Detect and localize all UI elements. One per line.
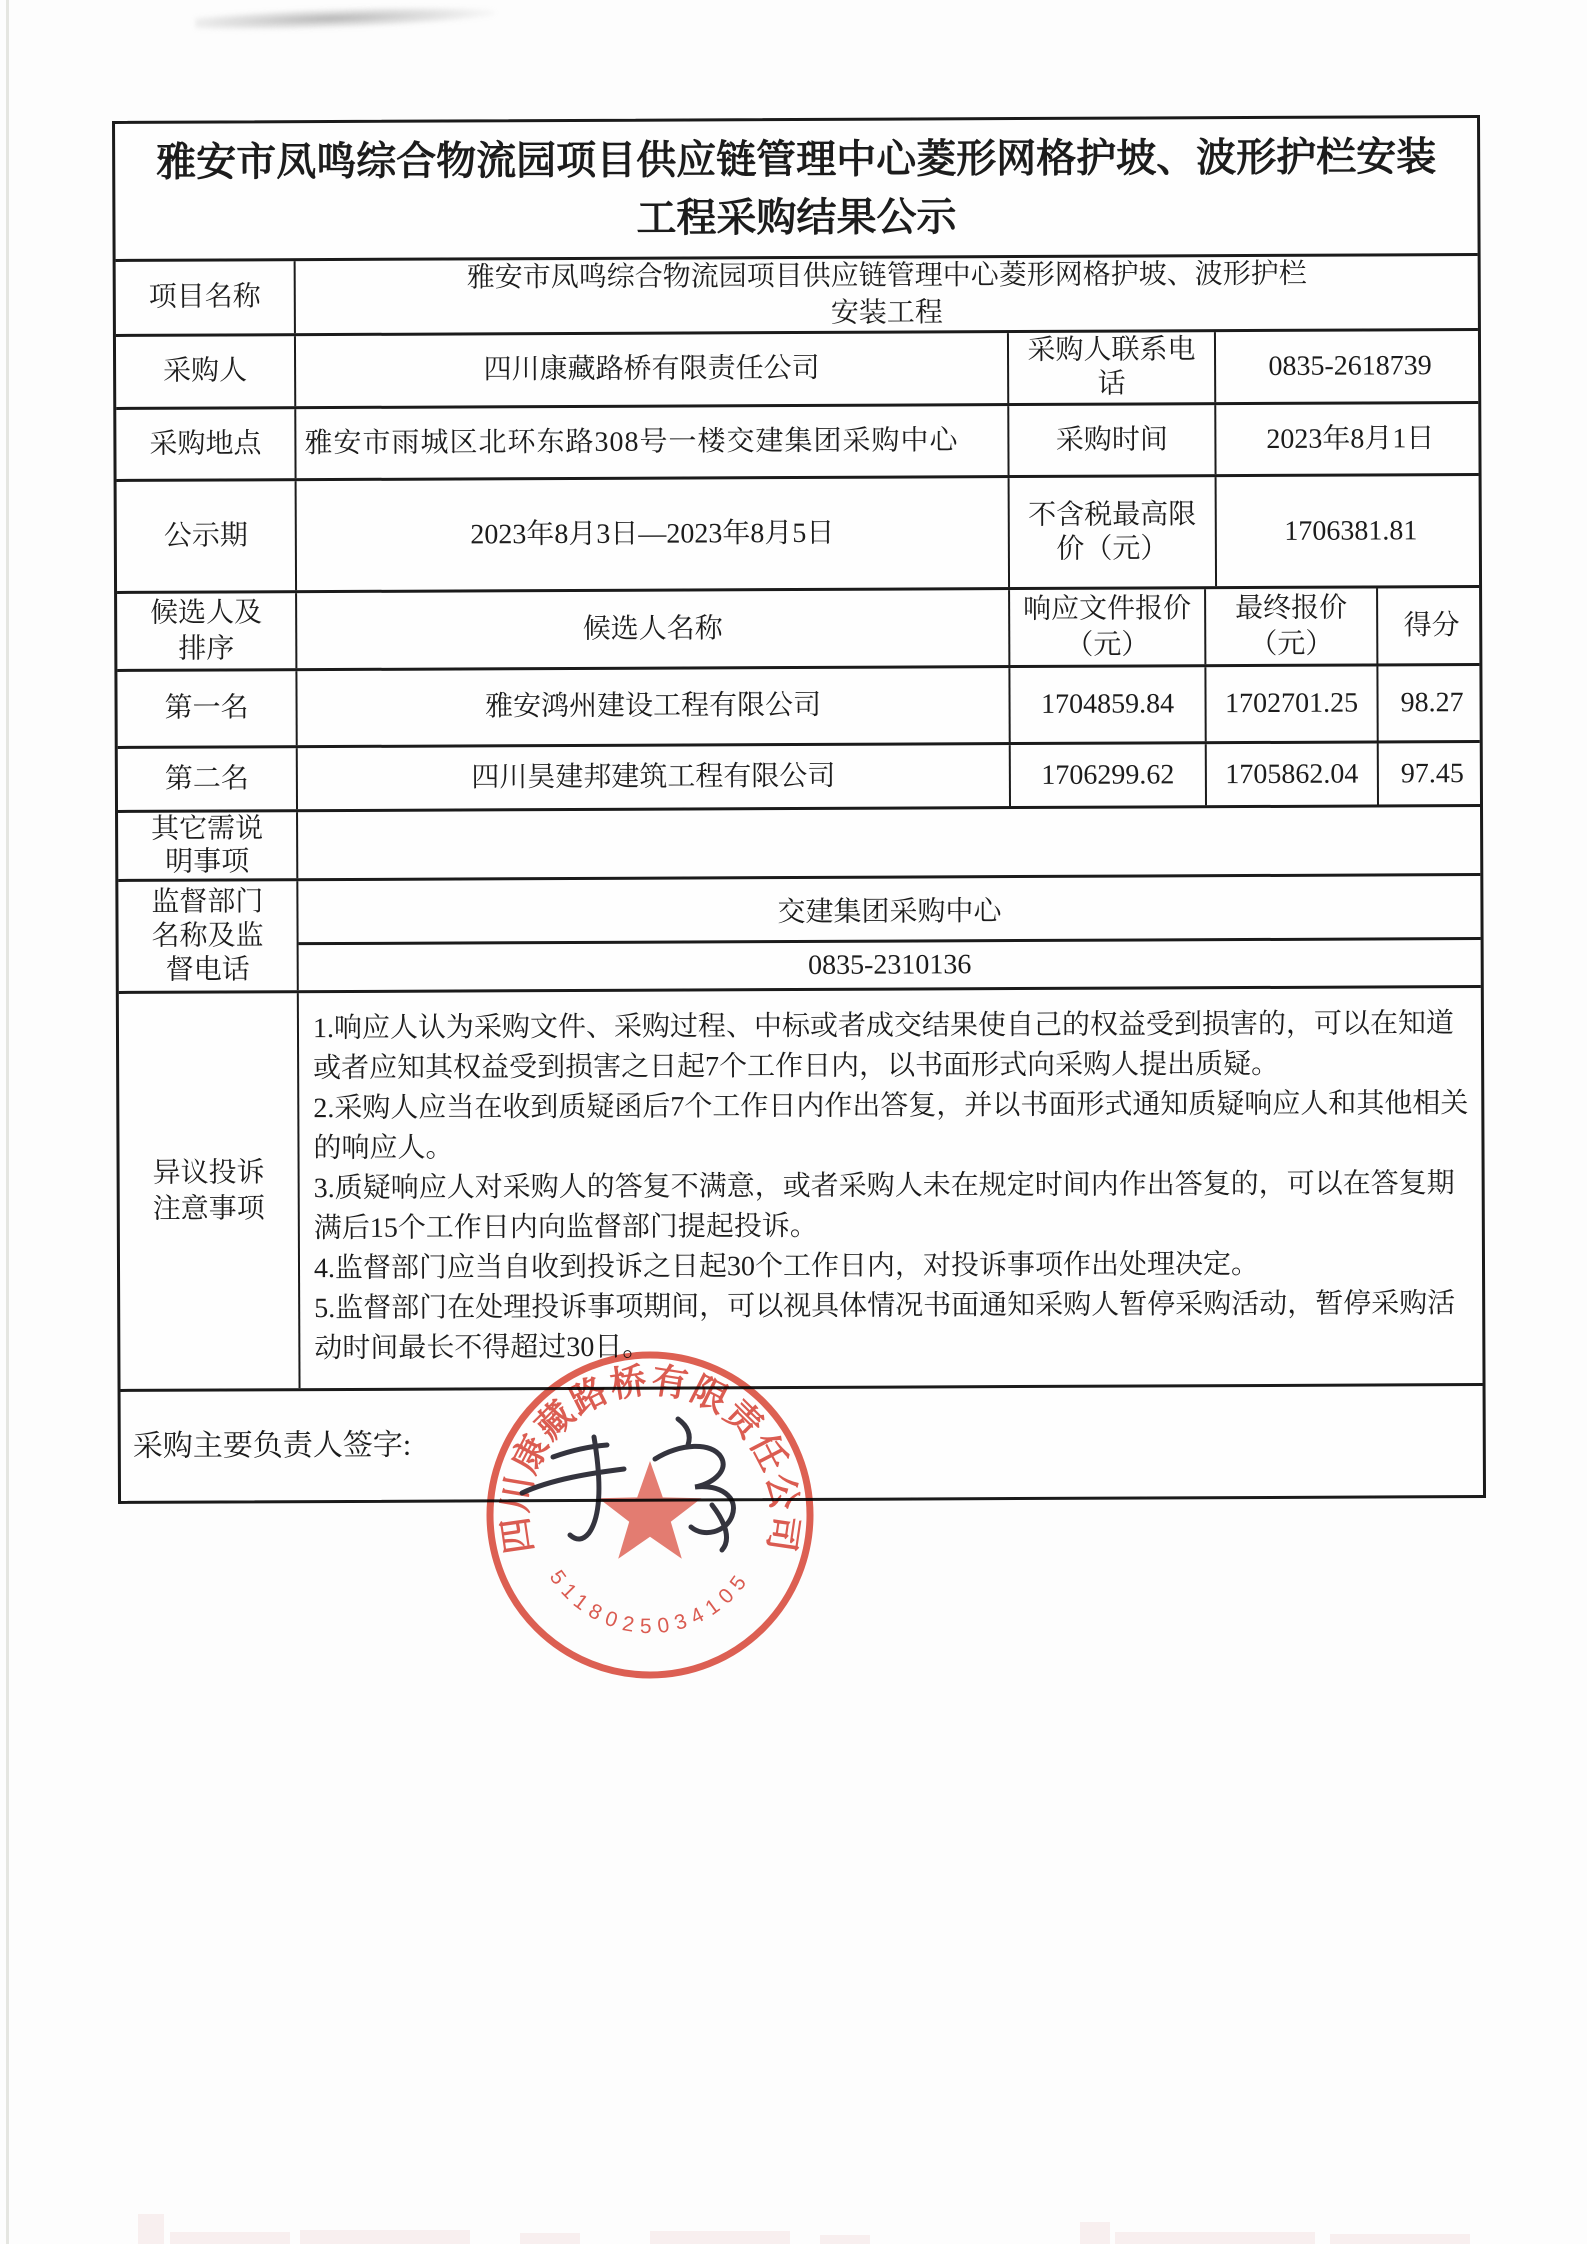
other-notes-value [296, 807, 1480, 878]
table-row [118, 740, 1480, 810]
candidate-2-score: 97.45 [1377, 743, 1486, 804]
objection-item-3: 3.质疑响应人对采购人的答复不满意，或者采购人未在规定时间内作出答复的，可以在答复期满后15个工作日内向监督部门提起投诉。 [313, 1168, 1455, 1245]
max-price-label: 不含税最高限价（元） [1008, 477, 1215, 587]
candidates-name-header: 候选人名称 [295, 590, 1008, 668]
title-line-1: 雅安市凤鸣综合物流园项目供应链管理中心菱形网格护坡、波形护栏安装 [156, 133, 1437, 185]
supervision-phone: 0835-2310136 [299, 937, 1481, 990]
scan-smudge-artifact [195, 3, 496, 33]
candidates-header-row [117, 585, 1479, 669]
candidate-1-doc-price: 1704859.84 [1008, 667, 1204, 742]
project-name-line-1: 雅安市凤鸣综合物流园项目供应链管理中心菱形网格护坡、波形护栏 [466, 258, 1307, 294]
purchaser-value: 四川康藏路桥有限责任公司 [294, 333, 1007, 406]
objection-label: 异议投诉注意事项 [152, 1156, 265, 1225]
objection-item-5: 5.监督部门在处理投诉事项期间，可以视具体情况书面通知采购人暂停采购活动，暂停采购活动时间最长不得超过30日。 [314, 1288, 1456, 1365]
candidates-final-price-header: 最终报价（元） [1204, 588, 1376, 664]
title-row [115, 118, 1478, 259]
project-name-row [116, 253, 1478, 334]
candidate-1-score: 98.27 [1376, 666, 1485, 740]
stamp-graphic [470, 1335, 830, 1695]
purchase-time-value: 2023年8月1日 [1214, 404, 1484, 474]
stamp-star-icon [599, 1461, 702, 1559]
title-line-2: 工程采购结果公示 [636, 193, 957, 241]
candidate-1-name: 雅安鸿州建设工程有限公司 [295, 668, 1008, 745]
publicity-period-row [117, 473, 1479, 591]
publicity-period-label: 公示期 [163, 519, 248, 552]
candidate-1-final-price: 1702701.25 [1204, 666, 1376, 741]
candidates-score-header: 得分 [1376, 588, 1485, 663]
candidate-1-rank: 第一名 [164, 692, 249, 724]
project-name-line-2: 安装工程 [830, 297, 943, 329]
candidates-rank-header: 候选人及排序 [150, 596, 263, 665]
stamp-company-text: 四川康藏路桥有限责任公司 [493, 1359, 807, 1557]
scan-artifact-bottom [0, 2210, 1587, 2244]
location-row [116, 401, 1478, 479]
supervision-values [296, 876, 1480, 990]
publicity-period-value: 2023年8月3日—2023年8月5日 [295, 478, 1008, 590]
max-price-value: 1706381.81 [1215, 476, 1485, 586]
document-title [115, 118, 1478, 259]
location-value: 雅安市雨城区北环东路308号一楼交建集团采购中心 [294, 406, 1007, 478]
supervision-label: 监督部门名称及监督电话 [151, 885, 264, 986]
objection-notice-row [119, 985, 1483, 1389]
candidate-2-doc-price: 1706299.62 [1009, 744, 1205, 806]
purchaser-phone-value: 0835-2618739 [1214, 331, 1484, 402]
supervision-row [118, 873, 1480, 991]
candidate-2-final-price: 1705862.04 [1205, 743, 1377, 805]
other-notes-row [118, 804, 1480, 879]
candidate-2-name: 四川昊建邦建筑工程有限公司 [296, 745, 1009, 809]
purchaser-label: 采购人 [163, 355, 248, 387]
candidate-2-rank: 第二名 [164, 762, 249, 795]
objection-item-4: 4.监督部门应当自收到投诉之日起30个工作日内，对投诉事项作出处理决定。 [313, 1248, 1260, 1285]
project-name-label: 项目名称 [148, 281, 261, 313]
purchaser-row [116, 328, 1478, 407]
objection-notice-text [297, 988, 1483, 1388]
objection-item-1: 1.响应人认为采购文件、采购过程、中标或者成交结果使自己的权益受到损害的，可以在知道或者应知其权益受到损害之日起7个工作日内，以书面形式向采购人提出质疑。 [312, 1008, 1455, 1085]
scan-edge-line [6, 0, 9, 2244]
project-name-value [294, 256, 1478, 333]
location-label: 采购地点 [149, 427, 262, 460]
candidates-doc-price-header: 响应文件报价（元） [1008, 589, 1204, 665]
procurement-result-table [112, 115, 1486, 1504]
table-row [117, 663, 1479, 746]
supervision-department: 交建集团采购中心 [777, 895, 1002, 928]
stamp-number-text: 5118025034105 [544, 1566, 756, 1639]
objection-item-2: 2.采购人应当在收到质疑函后7个工作日内作出答复，并以书面形式通知质疑响应人和其他相关的响应人。 [313, 1088, 1469, 1165]
purchaser-phone-label: 采购人联系电话 [1007, 332, 1214, 403]
other-notes-label: 其它需说明事项 [151, 813, 264, 878]
purchase-time-label: 采购时间 [1007, 405, 1214, 475]
company-stamp [470, 1335, 830, 1695]
signature-label: 采购主要负责人签字: [132, 1428, 412, 1463]
